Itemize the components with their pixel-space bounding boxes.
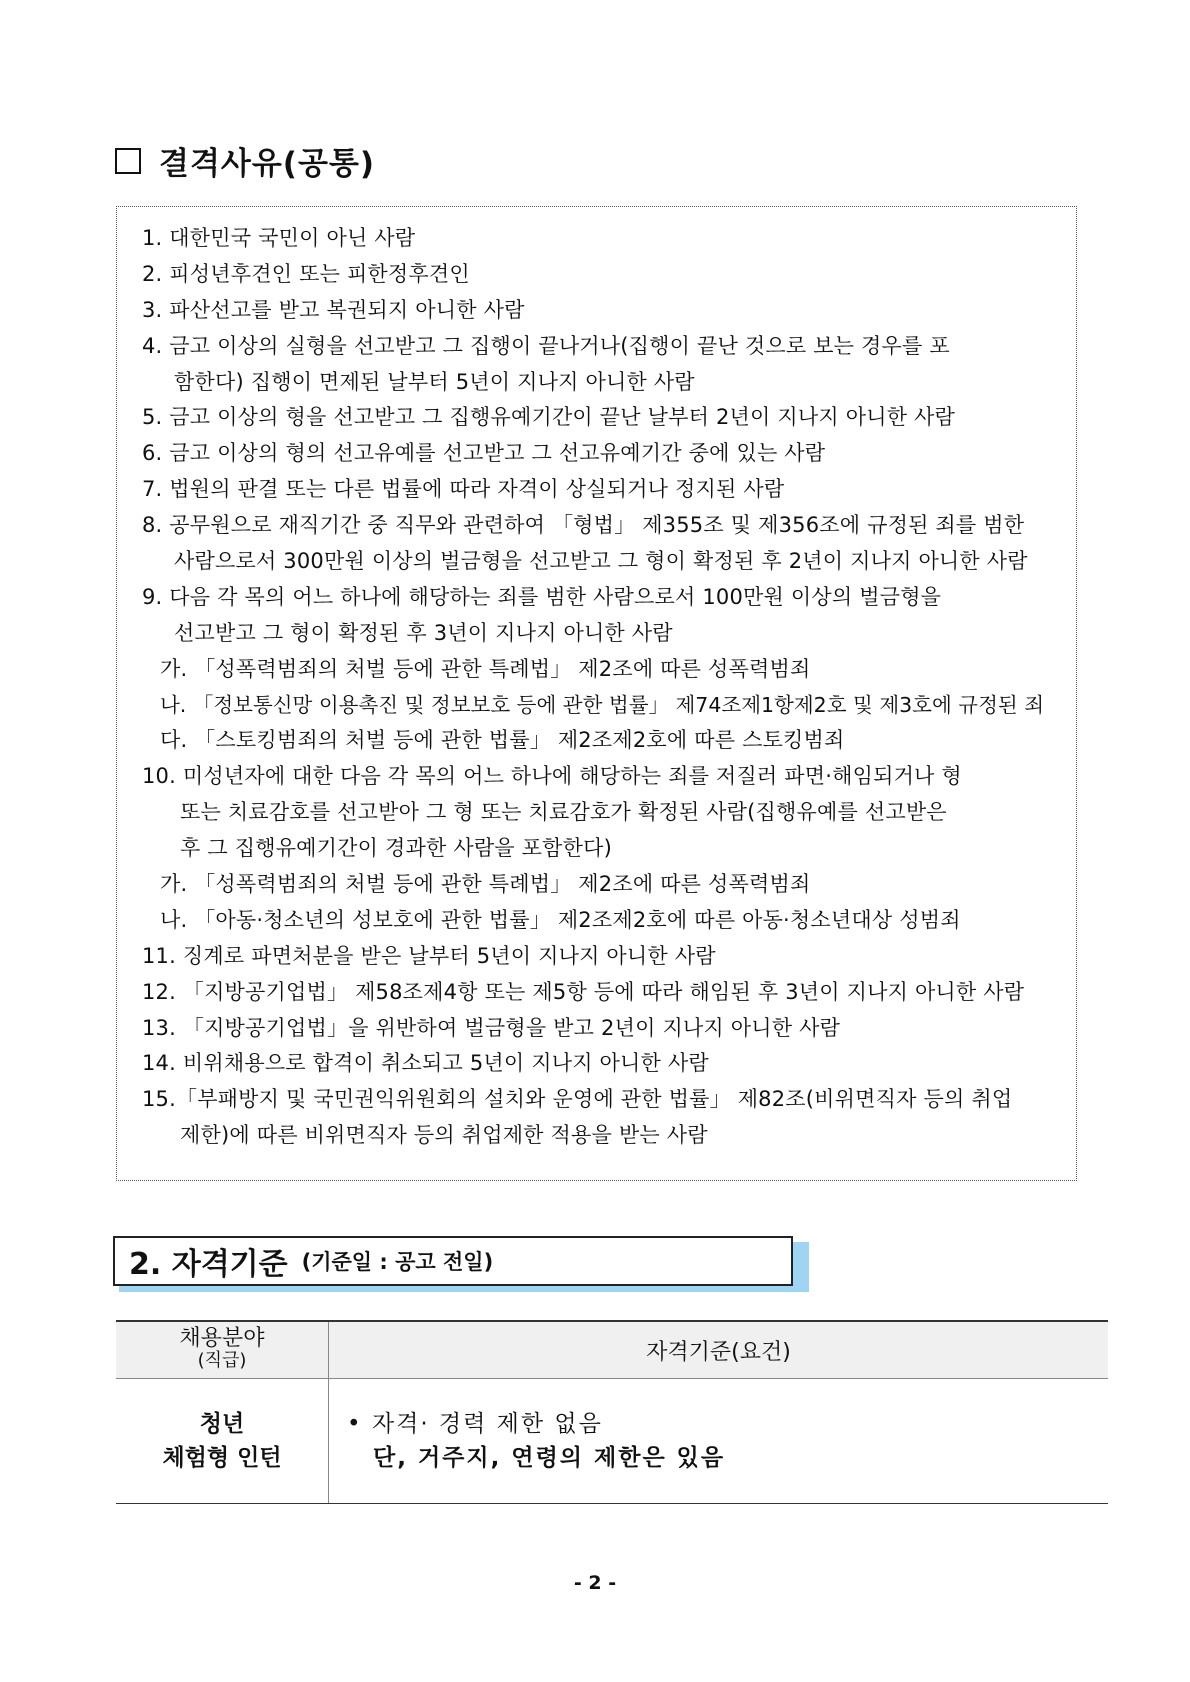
list-item: 다. 「스토킹범죄의 처벌 등에 관한 법률」 제2조제2호에 따른 스토킹범죄 [160,728,845,753]
list-item: 후 그 집행유예기간이 경과한 사람을 포함한다) [180,836,613,861]
list-item: 가. 「성폭력범죄의 처벌 등에 관한 특례법」 제2조에 따른 성폭력범죄 [160,872,811,897]
header-field-sublabel: (직급) [197,1350,247,1371]
section1-heading [115,138,375,183]
list-item: 7. 법원의 판결 또는 다른 법률에 따라 자격이 상실되거나 정지된 사람 [142,477,785,502]
header-field-label: 채용분야 [179,1326,265,1351]
list-item: 12. 「지방공기업법」 제58조제4항 또는 제5항 등에 따라 해임된 후 3년이 지나지 아니한 사람 [142,979,1025,1004]
header-criteria: 자격기준(요건) [329,1321,1109,1379]
list-item: 14. 비위채용으로 합격이 취소되고 5년이 지나지 아니한 사람 [142,1051,709,1076]
header-field [116,1321,329,1379]
page-number: - 2 - [573,1572,617,1594]
disqualification-box [116,206,1077,1181]
list-item: 가. 「성폭력범죄의 처벌 등에 관한 특례법」 제2조에 따른 성폭력범죄 [160,656,811,681]
list-item: 1. 대한민국 국민이 아닌 사람 [142,226,416,250]
qualification-table [116,1320,1108,1504]
criteria-line-2: 단, 거주지, 연령의 제한은 있음 [373,1445,726,1471]
list-item: 15.「부패방지 및 국민권익위원회의 설치와 운영에 관한 법률」 제82조(비위면직자 등의 취업 [142,1087,1013,1112]
list-item: 13. 「지방공기업법」을 위반하여 벌금형을 받고 2년이 지나지 아니한 사람 [142,1015,841,1040]
list-item: 선고받고 그 형이 확정된 후 3년이 지나지 아니한 사람 [174,620,673,645]
list-item: 3. 파산선고를 받고 복권되지 아니한 사람 [142,297,525,322]
disqualification-list [142,221,1072,1154]
field-line-1: 청년 [199,1411,245,1437]
section2-title: 2. 자격기준 [129,1247,288,1282]
list-item: 함한다) 집행이 면제된 날부터 5년이 지나지 아니한 사람 [174,369,695,394]
section1-title: 결격사유(공통) [159,146,376,182]
heading-frame [113,1236,793,1286]
list-item: 6. 금고 이상의 형의 선고유예를 선고받고 그 선고유예기간 중에 있는 사람 [142,441,826,466]
list-item: 8. 공무원으로 재직기간 중 직무와 관련하여 「형법」 제355조 및 제356조에 규정된 죄를 범한 [142,513,1025,538]
list-item: 9. 다음 각 목의 어느 하나에 해당하는 죄를 범한 사람으로서 100만원 이상의 벌금형을 [142,584,942,609]
list-item: 5. 금고 이상의 형을 선고받고 그 집행유예기간이 끝난 날부터 2년이 지나지 아니한 사람 [142,405,956,430]
list-item: 10. 미성년자에 대한 다음 각 목의 어느 하나에 해당하는 죄를 저질러 파면·해임되거나 형 [142,764,962,789]
list-item: 11. 징계로 파면처분을 받은 날부터 5년이 지나지 아니한 사람 [142,943,716,968]
table-header-row [116,1321,1108,1379]
checkbox-icon [115,148,141,174]
list-item: 또는 치료감호를 선고받아 그 형 또는 치료감호가 확정된 사람(집행유예를 선고받은 [180,800,947,825]
table-row [116,1379,1108,1504]
field-cell [116,1379,329,1504]
section2-heading [113,1236,811,1293]
criteria-cell [329,1379,1109,1504]
list-item: 나. 「정보통신망 이용촉진 및 정보보호 등에 관한 법률」 제74조제1항제2호 및 제3호에 규정된 죄 [160,692,1045,717]
list-item: 2. 피성년후견인 또는 피한정후견인 [142,261,470,286]
list-item: 제한)에 따른 비위면직자 등의 취업제한 적용을 받는 사람 [180,1123,708,1148]
criteria-line-1: • 자격· 경력 제한 없음 [347,1411,603,1437]
section2-subtitle: (기준일 : 공고 전일) [301,1250,494,1274]
list-item: 4. 금고 이상의 실형을 선고받고 그 집행이 끝나거나(집행이 끝난 것으로 보는 경우를 포 [142,333,950,358]
list-item: 사람으로서 300만원 이상의 벌금형을 선고받고 그 형이 확정된 후 2년이 지나지 아니한 사람 [174,549,1028,574]
field-line-2: 체험형 인턴 [162,1445,282,1471]
list-item: 나. 「아동·청소년의 성보호에 관한 법률」 제2조제2호에 따른 아동·청소년대상 성범죄 [160,907,961,932]
